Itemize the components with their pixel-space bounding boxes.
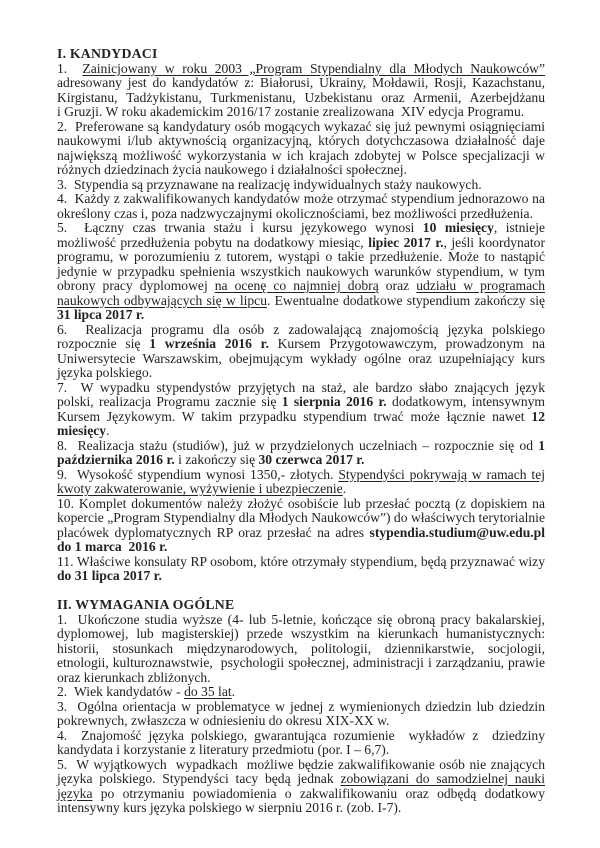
paragraph-ii-5: 5. W wyjątkowych wypadkach możliwe będzie zakwalifikowanie osób nie znających języka polskiego. Stypendyści tacy będą jednak zobowiązani do samodzielnej nauki języka po otrzymaniu powiadomienia o zakwalifikowaniu oraz odbędą dodatkowy intensywny kurs języka polskiego w sierpniu 2016 r. (zob. I-7). xyxy=(57,756,545,815)
paragraph-ii-3: 3. Ogólna orientacja w problematyce w jednej z wymienionych dziedzin lub dziedzin pokrewnych, zwłaszcza w odniesieniu do okresu XIX-XX w. xyxy=(57,698,545,728)
paragraph-ii-4: 4. Znajomość języka polskiego, gwarantująca rozumienie wykładów z dziedziny kandydata i korzystanie z literatury przedmiotu (por. I – 6,7). xyxy=(57,727,546,757)
paragraph-i-1: 1. Zainicjowany w roku 2003 „Program Stypendialny dla Młodych Naukowców” adresowany jest do kandydatów z: Białorusi, Ukrainy, Mołdawii, Rosji, Kazachstanu, Kirgistanu, Tadżykistanu, Turkmenistanu, Uzbekistanu oraz Armenii, Azerbejdżanu i Gruzji. W roku akademickim 2016/17 zostanie zrealizowana XIV edycja Programu. xyxy=(57,60,545,119)
paragraph-i-4: 4. Każdy z zakwalifikowanych kandydatów może otrzymać stypendium jednorazowo na określony czas i, poza nadzwyczajnymi okolicznościami, bez możliwości przedłużenia. xyxy=(57,191,546,221)
paragraph-i-8: 8. Realizacja stażu (studiów), już w przydzielonych uczelniach – rozpocznie się od 1 października 2016 r. i zakończy się 30 czerwca 2017 r. xyxy=(57,437,545,467)
section-kandydaci xyxy=(57,47,545,584)
paragraph-i-2: 2. Preferowane są kandydatury osób mogących wykazać się już pewnymi osiągnięciami naukowymi i/lub aktywnością organizacyjną, których dotychczasowa działalność daje największą możliwość wykorzystania w ich krajach zdobytej w Polsce specjalizacji w różnych dziedzinach życia naukowego i działalności społecznej. xyxy=(57,118,545,177)
section-heading-wymagania: II. WYMAGANIA OGÓLNE xyxy=(57,597,235,612)
paragraph-i-6: 6. Realizacja programu dla osób z zadowalającą znajomością języka polskiego rozpocznie się 1 września 2016 r. Kursem Przygotowawczym, prowadzonym na Uniwersytecie Warszawskim, obejmującym wykłady ogólne oraz uzupełniający kurs języka polskiego. xyxy=(57,321,545,380)
paragraph-i-7: 7. W wypadku stypendystów przyjętych na staż, ale bardzo słabo znających język polski, realizacja Programu zacznie się 1 sierpnia 2016 r. dodatkowym, intensywnym Kursem Językowym. W takim przypadku stypendium trwać może łącznie nawet 12 miesięcy. xyxy=(57,379,545,438)
paragraph-ii-1: 1. Ukończone studia wyższe (4- lub 5-letnie, kończące się obroną pracy bakalarskiej, dyplomowej, lub magisterskiej) przede wszystkim na kierunkach humanistycznych: historii, stosunkach międzynarodowych, politologii, dziennikarstwie, socjologii, etnologii, kulturoznawstwie, psychologii społecznej, administracji i zarządzaniu, prawie oraz kierunkach zbliżonych. xyxy=(57,611,545,685)
paragraph-i-10: 10. Komplet dokumentów należy złożyć osobiście lub przesłać pocztą (z dopiskiem na kopercie „Program Stypendialny dla Młodych Naukowców”) do właściwych terytorialnie placówek dyplomatycznych RP oraz przesłać na adres stypendia.studium@uw.edu.pl do 1 marca 2016 r. xyxy=(57,495,546,554)
section-wymagania-ogolne xyxy=(57,598,545,816)
paragraph-i-11: 11. Właściwe konsulaty RP osobom, które otrzymały stypendium, będą przyznawać wizy do 31 lipca 2017 r. xyxy=(57,553,545,583)
paragraph-i-5: 5. Łączny czas trwania stażu i kursu językowego wynosi 10 miesięcy, istnieje możliwość przedłużenia pobytu na dodatkowy miesiąc, lipiec 2017 r., jeśli koordynator programu, w porozumieniu z tutorem, wystąpi o takie przedłużenie. Może to nastąpić jedynie w przypadku spełnienia wszystkich naukowych warunków stypendium, w tym obrony pracy dyplomowej na ocenę co najmniej dobrą oraz udziału w programach naukowych odbywających się w lipcu. Ewentualne dodatkowe stypendium zakończy się 31 lipca 2017 r. xyxy=(57,220,546,322)
section-heading-kandydaci: I. KANDYDACI xyxy=(57,46,158,61)
paragraph-ii-2: 2. Wiek kandydatów - do 35 lat. xyxy=(57,684,236,699)
paragraph-i-9: 9. Wysokość stypendium wynosi 1350,- złotych. Stypendyści pokrywają w ramach tej kwoty zakwaterowanie, wyżywienie i ubezpieczenie. xyxy=(57,466,546,496)
paragraph-i-3: 3. Stypendia są przyznawane na realizację indywidualnych staży naukowych. xyxy=(57,176,482,192)
